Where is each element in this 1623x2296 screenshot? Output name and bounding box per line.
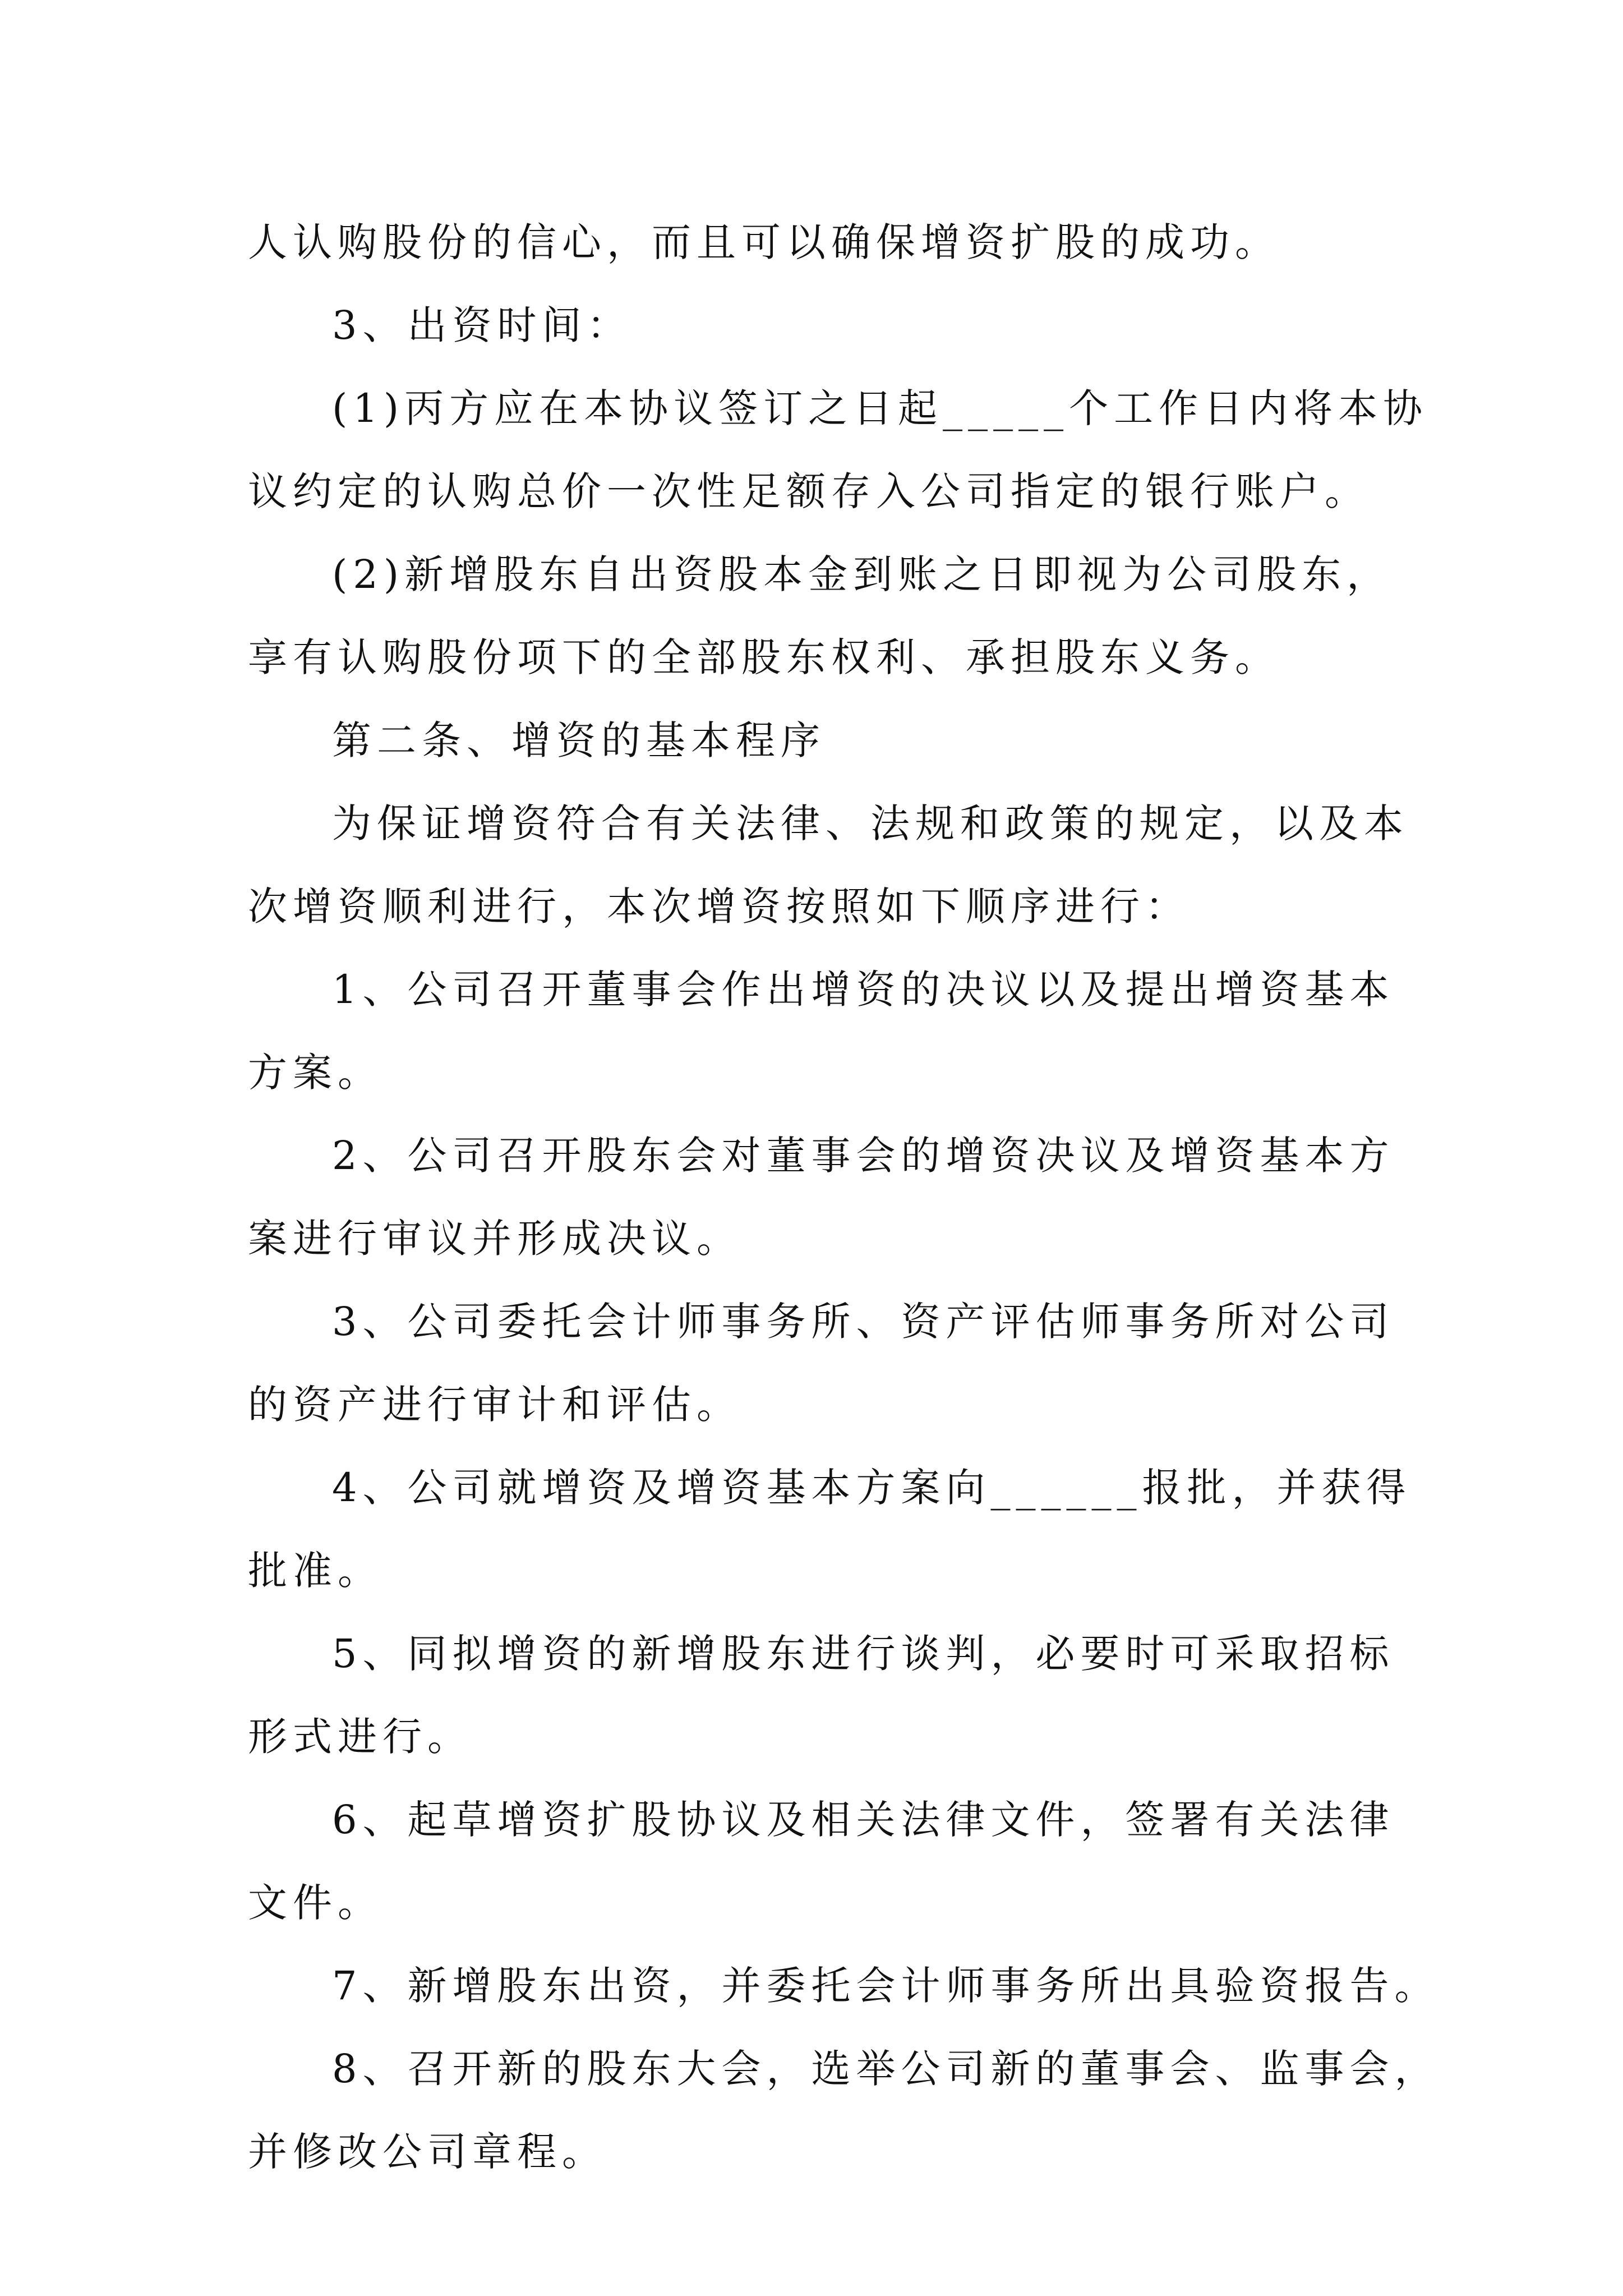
text-line: 批准。	[248, 1548, 382, 1594]
list-item: 7、新增股东出资，并委托会计师事务所出具验资报告。	[332, 1963, 1440, 2009]
list-item: 1、公司召开董事会作出增资的决议以及提出增资基本	[332, 967, 1395, 1013]
text-line: 的资产进行审计和评估。	[248, 1382, 741, 1428]
list-item: 4、公司就增资及增资基本方案向______报批，并获得	[332, 1465, 1412, 1511]
text-line: 次增资顺利进行，本次增资按照如下顺序进行：	[248, 884, 1190, 930]
section-heading: 第二条、增资的基本程序	[332, 717, 826, 763]
text-line: 文件。	[248, 1880, 382, 1926]
list-item: 6、起草增资扩股协议及相关法律文件，签署有关法律	[332, 1797, 1395, 1843]
text-line: 3、出资时间：	[332, 302, 632, 348]
list-item: 8、召开新的股东大会，选举公司新的董事会、监事会，	[332, 2046, 1440, 2092]
text-line: 方案。	[248, 1050, 382, 1096]
text-line: 议约定的认购总价一次性足额存入公司指定的银行账户。	[248, 468, 1370, 514]
text-line: (2)新增股东自出资股本金到账之日即视为公司股东，	[332, 551, 1392, 597]
document-body	[248, 201, 1440, 2193]
text-line: 形式进行。	[248, 1714, 472, 1760]
text-line: (1)丙方应在本协议签订之日起_____个工作日内将本协	[332, 385, 1428, 431]
text-line: 为保证增资符合有关法律、法规和政策的规定，以及本	[332, 800, 1409, 846]
text-line: 案进行审议并形成决议。	[248, 1216, 741, 1262]
list-item: 3、公司委托会计师事务所、资产评估师事务所对公司	[332, 1299, 1395, 1345]
text-line: 并修改公司章程。	[248, 2129, 607, 2175]
list-item: 2、公司召开股东会对董事会的增资决议及增资基本方	[332, 1133, 1395, 1179]
text-line: 人认购股份的信心，而且可以确保增资扩股的成功。	[248, 219, 1280, 265]
list-item: 5、同拟增资的新增股东进行谈判，必要时可采取招标	[332, 1631, 1395, 1677]
text-line: 享有认购股份项下的全部股东权利、承担股东义务。	[248, 634, 1280, 680]
